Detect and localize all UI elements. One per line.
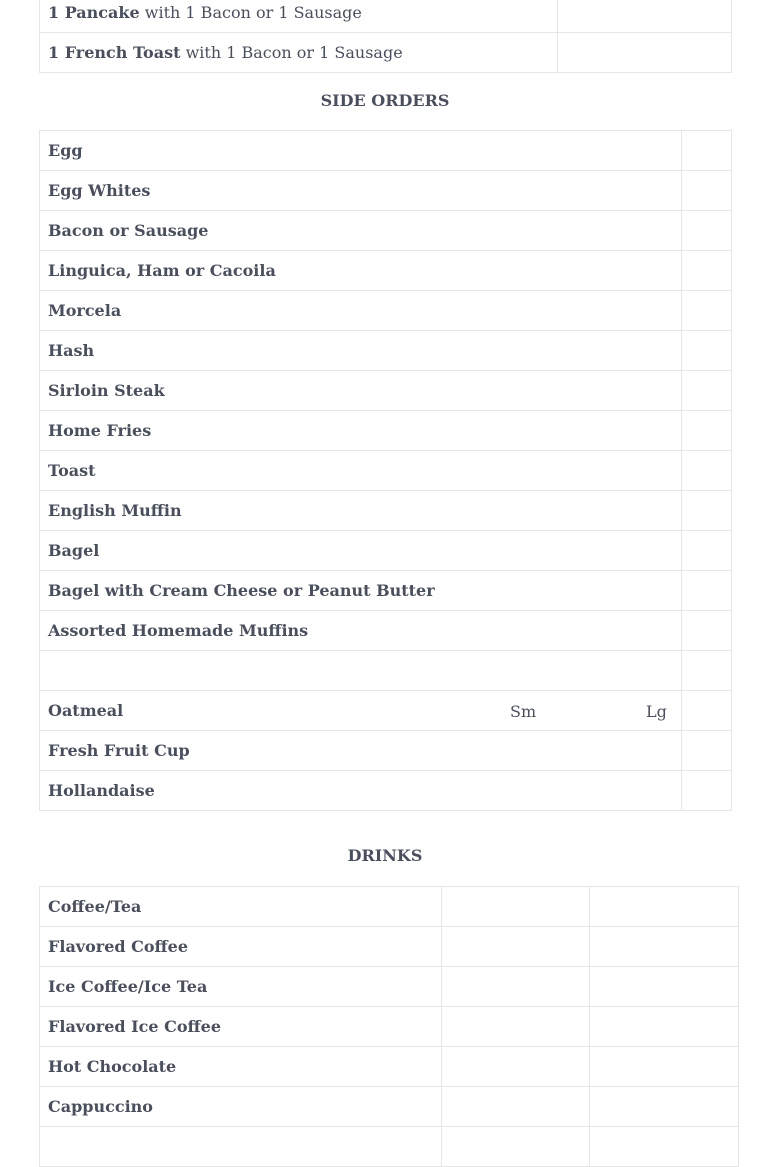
section-heading-side-orders: SIDE ORDERS — [320, 91, 450, 110]
price-cell — [590, 887, 739, 927]
table-row — [40, 887, 739, 927]
combo-item-name: 1 Pancake — [48, 3, 140, 22]
combo-item-name: 1 French Toast — [48, 43, 181, 62]
table-row — [40, 491, 732, 531]
side-item-cell — [40, 651, 682, 691]
table-row — [40, 131, 732, 171]
price-cell — [682, 571, 732, 611]
price-cell — [682, 411, 732, 451]
price-cell — [682, 291, 732, 331]
side-item-name: Egg — [48, 141, 83, 160]
table-row — [40, 33, 732, 73]
combo-item-cell — [40, 33, 558, 73]
price-cell — [442, 1087, 590, 1127]
table-row — [40, 251, 732, 291]
side-item-cell — [40, 331, 682, 371]
side-item-name: Hollandaise — [48, 781, 155, 800]
table-row — [40, 731, 732, 771]
side-item-cell — [40, 611, 682, 651]
drink-item-cell — [40, 1007, 442, 1047]
price-cell — [682, 611, 732, 651]
price-cell — [558, 0, 732, 33]
side-item-cell — [40, 411, 682, 451]
side-item-name: Morcela — [48, 301, 122, 320]
drink-item-name: Cappuccino — [48, 1097, 153, 1116]
table-row — [40, 1087, 739, 1127]
side-item-cell — [40, 531, 682, 571]
side-item-cell — [40, 771, 682, 811]
price-cell — [590, 1047, 739, 1087]
side-item-cell — [40, 371, 682, 411]
side-item-name: Linguica, Ham or Cacoila — [48, 261, 276, 280]
table-row — [40, 1127, 739, 1167]
side-item-cell — [40, 291, 682, 331]
price-cell — [682, 131, 732, 171]
price-cell — [442, 927, 590, 967]
section-heading-drinks: DRINKS — [347, 846, 423, 865]
price-cell — [590, 1007, 739, 1047]
side-item-cell — [40, 171, 682, 211]
price-cell — [682, 371, 732, 411]
drinks-table — [39, 886, 739, 1167]
side-item-name: Bagel — [48, 541, 100, 560]
size-small-label: Sm — [510, 702, 537, 721]
empty-cell — [590, 1127, 739, 1167]
drink-item-name: Ice Coffee/Ice Tea — [48, 977, 208, 996]
table-row — [40, 651, 732, 691]
price-cell — [682, 651, 732, 691]
empty-cell — [40, 1127, 442, 1167]
table-row — [40, 1047, 739, 1087]
table-row — [40, 531, 732, 571]
price-cell — [682, 171, 732, 211]
price-cell — [590, 927, 739, 967]
combo-item-detail: with 1 Bacon or 1 Sausage — [185, 43, 403, 62]
side-item-name: Egg Whites — [48, 181, 151, 200]
table-row — [40, 171, 732, 211]
table-row — [40, 571, 732, 611]
price-cell — [682, 691, 732, 731]
drink-item-cell — [40, 1047, 442, 1087]
empty-cell — [442, 1127, 590, 1167]
table-row — [40, 771, 732, 811]
side-item-cell — [40, 731, 682, 771]
price-cell — [442, 1047, 590, 1087]
size-large-label: Lg — [646, 702, 667, 721]
drink-item-name: Coffee/Tea — [48, 897, 142, 916]
side-item-name: Hash — [48, 341, 95, 360]
drink-item-cell — [40, 967, 442, 1007]
price-cell — [682, 451, 732, 491]
price-cell — [590, 967, 739, 1007]
side-item-name: English Muffin — [48, 501, 182, 520]
side-item-name: Oatmeal — [48, 701, 124, 720]
combo-item-detail: with 1 Bacon or 1 Sausage — [144, 3, 362, 22]
table-row — [40, 927, 739, 967]
drink-item-name: Flavored Ice Coffee — [48, 1017, 222, 1036]
price-cell — [682, 731, 732, 771]
side-item-name: Fresh Fruit Cup — [48, 741, 190, 760]
combo-item-cell — [40, 0, 558, 33]
drink-item-name: Flavored Coffee — [48, 937, 189, 956]
table-row — [40, 211, 732, 251]
price-cell — [442, 887, 590, 927]
table-row — [40, 291, 732, 331]
side-item-cell — [40, 571, 682, 611]
table-row — [40, 967, 739, 1007]
table-row — [40, 451, 732, 491]
table-row — [40, 411, 732, 451]
side-orders-table — [39, 130, 732, 811]
price-cell — [682, 771, 732, 811]
drink-item-cell — [40, 887, 442, 927]
side-item-cell — [40, 491, 682, 531]
table-row — [40, 0, 732, 33]
price-cell — [682, 531, 732, 571]
table-row — [40, 1007, 739, 1047]
price-cell — [682, 211, 732, 251]
side-item-name: Bacon or Sausage — [48, 221, 209, 240]
side-item-cell — [40, 131, 682, 171]
price-cell — [682, 331, 732, 371]
price-cell — [590, 1087, 739, 1127]
side-item-name: Home Fries — [48, 421, 152, 440]
table-row — [40, 331, 732, 371]
price-cell — [682, 251, 732, 291]
side-item-name: Assorted Homemade Muffins — [48, 621, 309, 640]
table-row — [40, 691, 732, 731]
side-item-cell — [40, 211, 682, 251]
side-item-cell — [40, 451, 682, 491]
drink-item-name: Hot Chocolate — [48, 1057, 177, 1076]
price-cell — [442, 967, 590, 1007]
side-item-name: Toast — [48, 461, 96, 480]
table-row — [40, 611, 732, 651]
price-cell — [682, 491, 732, 531]
side-item-cell — [40, 251, 682, 291]
drink-item-cell — [40, 927, 442, 967]
price-cell — [442, 1007, 590, 1047]
side-item-name: Bagel with Cream Cheese or Peanut Butter — [48, 581, 435, 600]
table-row — [40, 371, 732, 411]
combo-table — [39, 0, 732, 73]
price-cell — [558, 33, 732, 73]
drink-item-cell — [40, 1087, 442, 1127]
side-item-cell — [40, 691, 682, 731]
side-item-name: Sirloin Steak — [48, 381, 165, 400]
